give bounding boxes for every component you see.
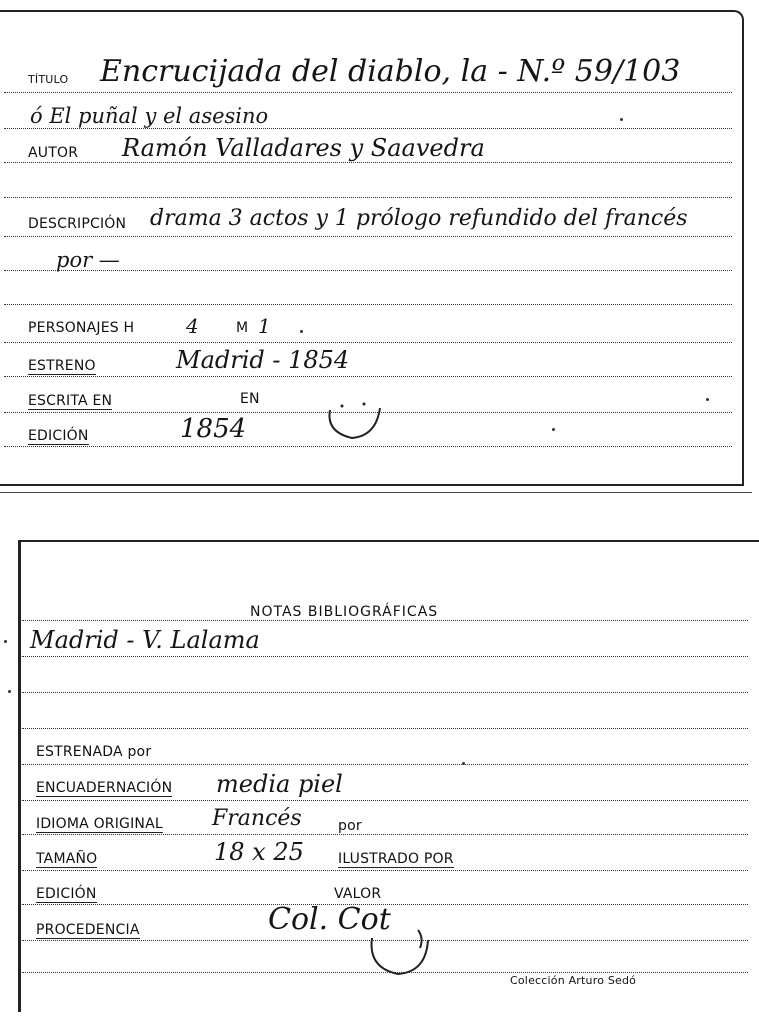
rule-line <box>4 197 732 198</box>
encuadernacion-value: media piel <box>216 770 343 798</box>
rule-line <box>4 304 732 305</box>
speck <box>8 690 11 693</box>
rule-line <box>4 92 732 93</box>
rule-line <box>22 728 748 729</box>
rule-line <box>4 128 732 129</box>
collection-label: Colección Arturo Sedó <box>510 974 637 987</box>
personajes-label: PERSONAJES H <box>28 320 135 336</box>
tamano-value: 18 x 25 <box>214 838 304 866</box>
rule-line <box>22 692 748 693</box>
rule-line <box>4 162 732 163</box>
titulo-value: Encrucijada del diablo, la - N.º 59/103 <box>100 54 681 89</box>
titulo-value-2: ó El puñal y el asesino <box>30 104 269 128</box>
ilustrado-label: ILUSTRADO POR <box>338 851 454 867</box>
rule-line <box>4 236 732 237</box>
card-separator <box>0 492 752 493</box>
escrita-label: ESCRITA EN <box>28 393 113 409</box>
personajes-h-value: 4 <box>186 314 199 338</box>
estreno-label: ESTRENO <box>28 358 96 374</box>
speck <box>706 398 709 401</box>
speck <box>552 428 555 431</box>
valor-label: VALOR <box>334 886 382 902</box>
estrenada-label: ESTRENADA por <box>36 744 152 760</box>
descripcion-label: DESCRIPCIÓN <box>28 216 127 232</box>
edicion-value: 1854 <box>180 414 247 444</box>
rule-line <box>22 620 748 621</box>
idioma-label: IDIOMA ORIGINAL <box>36 816 163 832</box>
en-label: EN <box>240 391 260 407</box>
idioma-value: Francés <box>212 806 302 831</box>
personajes-m-value: 1 <box>258 314 271 338</box>
rule-line <box>22 764 748 765</box>
speck <box>462 762 465 765</box>
punch-hole-icon <box>362 918 432 978</box>
idioma-por-label: por <box>338 818 362 834</box>
autor-label: AUTOR <box>28 145 79 161</box>
notas-heading: NOTAS BIBLIOGRÁFICAS <box>250 604 439 620</box>
edicion-label: EDICIÓN <box>28 428 89 444</box>
punch-hole-icon <box>322 392 384 444</box>
speck <box>620 118 623 121</box>
procedencia-label: PROCEDENCIA <box>36 922 140 938</box>
rule-line <box>22 800 748 801</box>
speck <box>300 330 303 333</box>
notes-value: Madrid - V. Lalama <box>30 626 260 654</box>
rule-line <box>4 376 732 377</box>
tamano-label: TAMAÑO <box>36 851 98 867</box>
rule-line <box>4 446 732 447</box>
descripcion-value: drama 3 actos y 1 prólogo refundido del francés <box>150 206 688 231</box>
personajes-m-label: M <box>236 320 249 336</box>
procedencia-value: Col. Cot <box>268 902 391 937</box>
rule-line <box>22 834 748 835</box>
estreno-value: Madrid - 1854 <box>176 346 350 374</box>
titulo-label: TÍTULO <box>28 73 69 86</box>
descripcion-value-2: por — <box>56 248 120 272</box>
edicion-bottom-label: EDICIÓN <box>36 886 97 902</box>
autor-value: Ramón Valladares y Saavedra <box>122 134 485 162</box>
rule-line <box>22 656 748 657</box>
speck <box>4 640 7 643</box>
encuadernacion-label: ENCUADERNACIÓN <box>36 780 173 796</box>
rule-line <box>22 870 748 871</box>
rule-line <box>4 342 732 343</box>
